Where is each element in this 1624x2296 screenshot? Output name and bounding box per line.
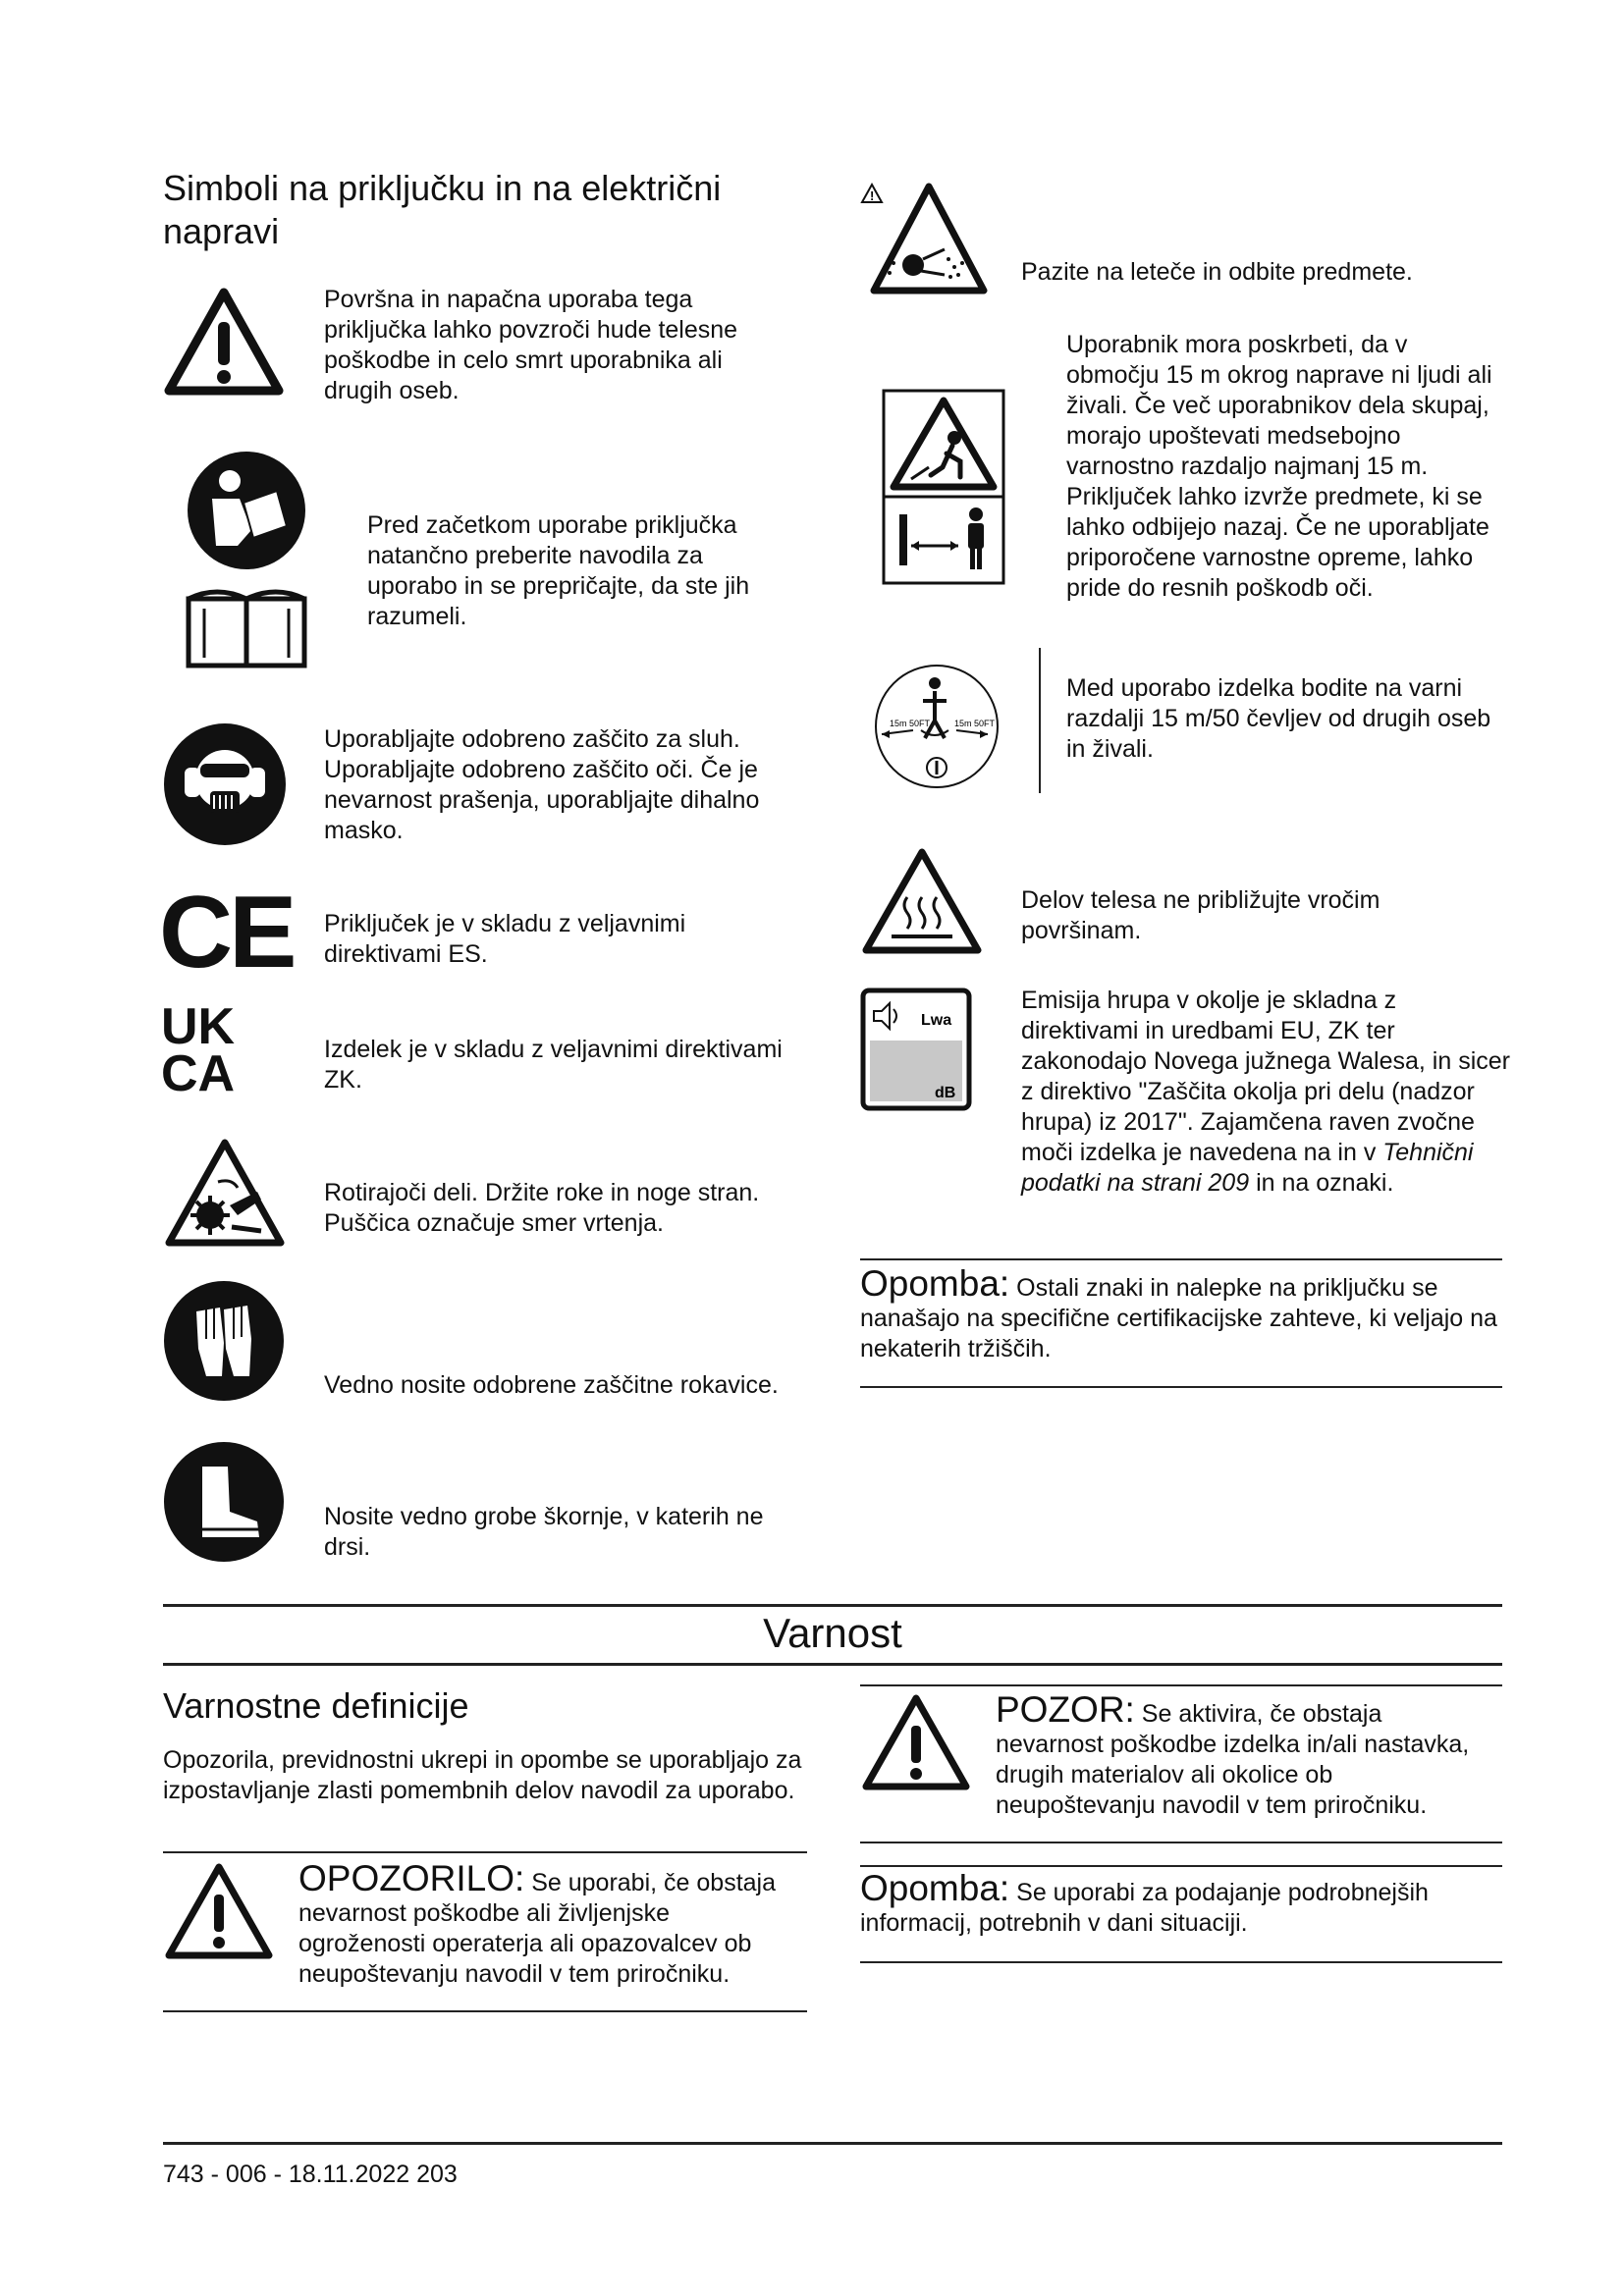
noise-emission-icon: [860, 988, 972, 1111]
gloves-icon: [163, 1280, 285, 1402]
section-title-symbols: Simboli na priključku in na električni napravi: [163, 168, 722, 251]
ukca-mark-bottom: CA: [161, 1045, 236, 1102]
distance-label-right: 15m 50FT: [954, 719, 996, 728]
boots-icon: [163, 1441, 285, 1563]
noise-text-before: Emisija hrupa v okolje je skladna z direktivami in uredbami EU, ZK ter zakonodajo Novega južnega Walesa, in sicer z direktivo "Zaščita okolja pri delu (nadzor hrupa) iz 2017". Zajamčena raven zvočne moči izdelka je navedena na in v: [1021, 987, 1510, 1166]
caution-definition: [996, 1689, 1496, 1821]
warning-top-rule: [163, 1851, 807, 1853]
caution-label: POZOR:: [996, 1689, 1135, 1730]
note-def-label: Opomba:: [860, 1868, 1010, 1908]
warning-text: Se uporabi, če obstaja nevarnost poškodbe ali življenjske ogroženosti operaterja ali opazovalcev ob neupoštevanju navodil v tem priročniku.: [298, 1869, 776, 1988]
note-label: Opomba:: [860, 1263, 1010, 1304]
symbol-text-ppe: Uporabljajte odobreno zaščito za sluh. Uporabljajte odobreno zaščito oči. Če je nevarnost prašenja, uporabljajte dihalno masko.: [324, 725, 760, 844]
noise-label-db: dB: [935, 1085, 956, 1101]
symbol-text-boots: Nosite vedno grobe škornje, v katerih ne drsi.: [324, 1503, 764, 1561]
technical-data-link[interactable]: Tehnični podatki na strani 209: [1021, 1139, 1474, 1197]
ukca-mark-icon: [161, 998, 236, 1102]
warning-bottom-rule: [163, 2010, 807, 2012]
note-bottom-rule: [860, 1386, 1502, 1388]
section-top-rule: [163, 1604, 1502, 1607]
footer-rule: [163, 2142, 1502, 2145]
note-top-rule: [860, 1258, 1502, 1260]
noise-text-after: in na oznaki.: [1256, 1169, 1394, 1197]
caution-triangle-icon: [860, 1692, 972, 1792]
subsection-title-definitions: Varnostne definicije: [163, 1685, 469, 1726]
symbol-text-manual: Pred začetkom uporabe priključka natančno preberite navodila za uporabo in se prepričajte, da ste jih razumeli.: [367, 511, 750, 630]
symbol-text-distance-15m: Med uporabo izdelka bodite na varni razdalji 15 m/50 čevljev od drugih oseb in živali.: [1066, 674, 1491, 763]
symbol-text-ce: Priključek je v skladu z veljavnimi direktivami ES.: [324, 910, 686, 968]
caution-top-rule: [860, 1684, 1502, 1686]
warning-triangle-icon: [163, 287, 285, 397]
caution-text: Se aktivira, če obstaja nevarnost poškodbe izdelka in/ali nastavka, drugih materialov ali okolice ob neupoštevanju navodil v tem priročniku.: [996, 1700, 1470, 1819]
symbol-text-ukca: Izdelek je v skladu z veljavnimi direktivami ZK.: [324, 1036, 783, 1094]
hot-surface-icon: [860, 846, 984, 956]
warning-definition: [298, 1858, 799, 1990]
ukca-mark-top: UK: [161, 998, 236, 1055]
symbol-text-noise: [1021, 986, 1512, 1199]
section-title-rule: [163, 1663, 1502, 1666]
vertical-divider: [1039, 648, 1041, 793]
symbols-note: [860, 1263, 1498, 1364]
note-definition: [860, 1868, 1498, 1939]
note-def-text: Se uporabi za podajanje podrobnejših informacij, potrebnih v dani situaciji.: [860, 1879, 1429, 1937]
note-def-bottom-rule: [860, 1961, 1502, 1963]
symbol-text-safety-distance: Uporabnik mora poskrbeti, da v območju 15 m okrog naprave ni ljudi ali živali. Če več uporabnikov dela skupaj, morajo upoštevati medsebojno varnostno razdaljo najmanj 15 m. Priključek lahko izvrže predmete, ki se lahko odbijejo nazaj. Če ne uporabljate priporočene varnostne opreme, lahko pride do resnih poškodb oči.: [1066, 331, 1492, 602]
protective-equipment-icon: [163, 722, 287, 846]
read-manual-icon: [183, 452, 310, 673]
note-text: Ostali znaki in nalepke na priključku se nanašajo na specifične certifikacijske zahteve, ki veljajo na nekaterih tržiščih.: [860, 1274, 1497, 1362]
rotating-parts-icon: [163, 1137, 287, 1249]
warning-box-triangle-icon: [163, 1861, 275, 1961]
footer-page-info: 743 - 006 - 18.11.2022 203: [163, 2161, 458, 2188]
distance-label-left: 15m 50FT: [890, 719, 931, 728]
svg-text:!: !: [870, 188, 875, 203]
noise-label-lwa: Lwa: [921, 1012, 952, 1029]
distance-15m-icon: [862, 662, 1007, 791]
caution-bottom-rule: [860, 1842, 1502, 1843]
ce-mark-icon: CE: [159, 876, 294, 989]
symbol-text-rotating: Rotirajoči deli. Držite roke in noge stran. Puščica označuje smer vrtenja.: [324, 1179, 760, 1237]
warning-label: OPOZORILO:: [298, 1858, 525, 1898]
section-title-safety: Varnost: [763, 1610, 902, 1656]
definitions-intro: Opozorila, previdnostni ukrepi in opombe se uporabljajo za izpostavljanje zlasti pomembnih delov navodil za uporabo.: [163, 1746, 802, 1804]
symbol-text-gloves: Vedno nosite odobrene zaščitne rokavice.: [324, 1371, 779, 1399]
note-def-top-rule: [860, 1865, 1502, 1867]
flying-objects-icon: [860, 181, 988, 296]
symbol-text-warning: Površna in napačna uporaba tega priključka lahko povzroči hude telesne poškodbe in celo smrt uporabnika ali drugih oseb.: [324, 286, 738, 404]
safety-distance-icon: [882, 389, 1005, 585]
symbol-text-hot-surface: Delov telesa ne približujte vročim površinam.: [1021, 886, 1380, 944]
symbol-text-flying: Pazite na leteče in odbite predmete.: [1021, 258, 1413, 286]
